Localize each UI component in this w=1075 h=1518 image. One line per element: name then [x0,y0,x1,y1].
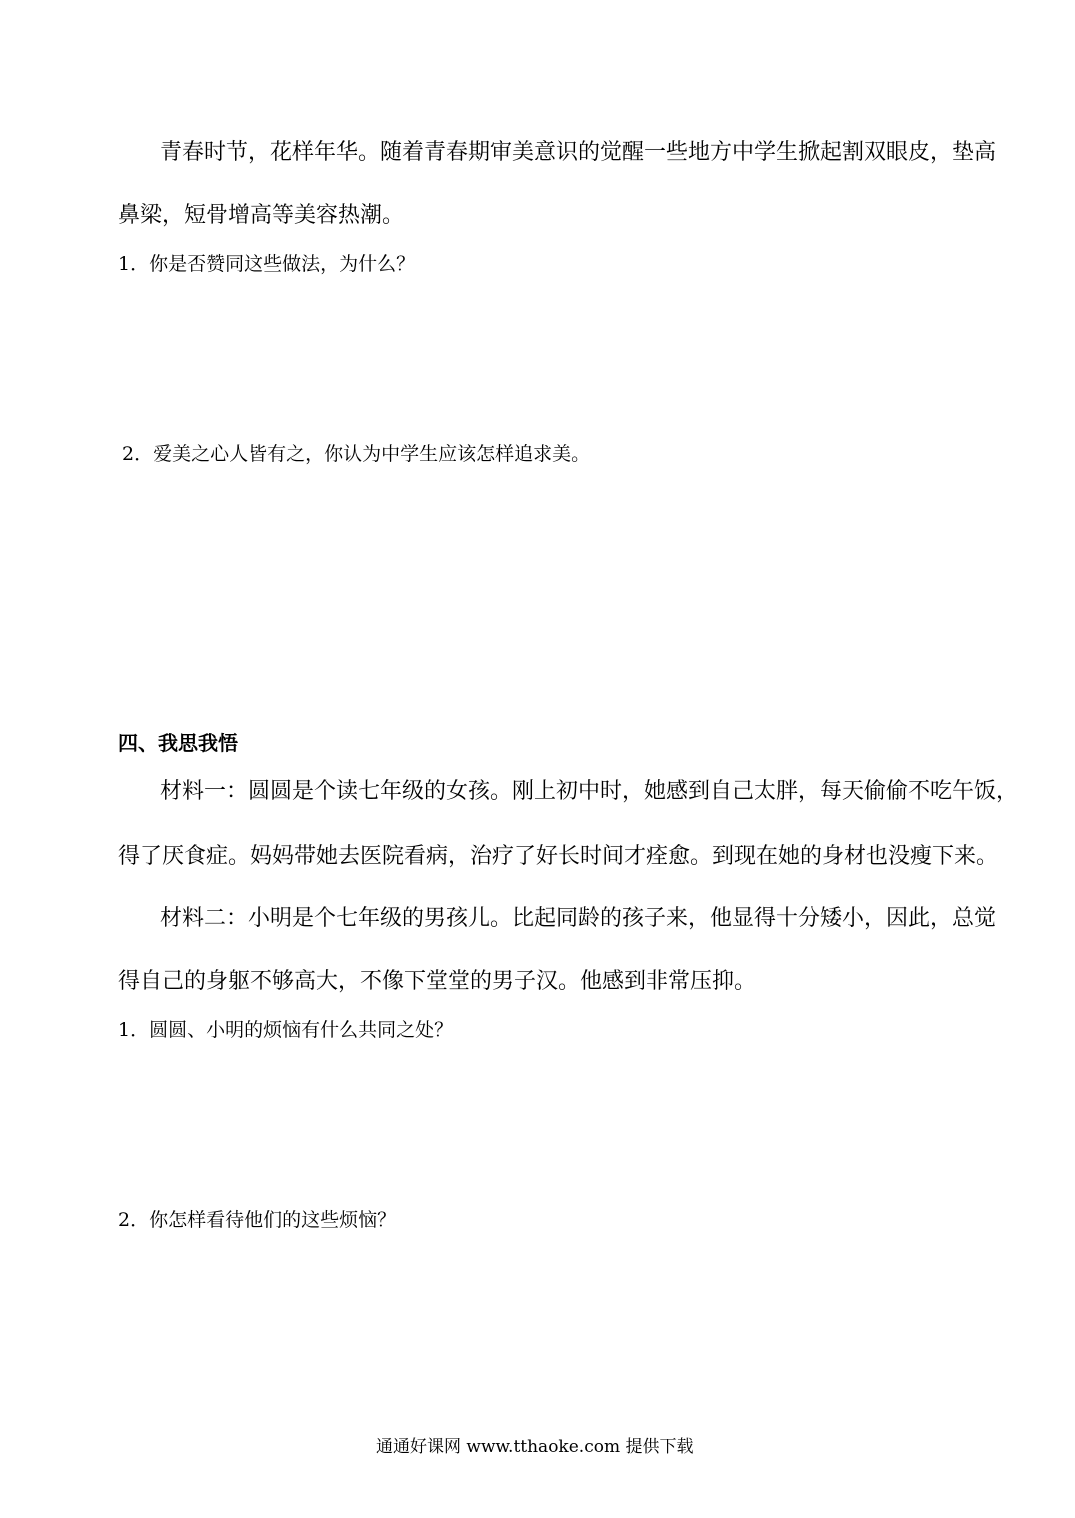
material-2-line-1: 材料二：小明是个七年级的男孩儿。比起同龄的孩子来，他显得十分矮小，因此，总觉 [160,906,997,931]
question-2-pursue-beauty: 2．爱美之心人皆有之，你认为中学生应该怎样追求美。 [122,443,591,465]
question-2-view-worries: 2．你怎样看待他们的这些烦恼？ [118,1209,397,1231]
material-1-line-1: 材料一：圆圆是个读七年级的女孩。刚上初中时，她感到自己太胖，每天偷偷不吃午饭， [160,779,1019,804]
question-1-approve-practices: 1．你是否赞同这些做法，为什么？ [118,253,416,275]
material-1-line-2: 得了厌食症。妈妈带她去医院看病，治疗了好长时间才痊愈。到现在她的身材也没瘦下来。 [118,844,999,869]
footer-download-notice: 通通好课网 www.tthaoke.com 提供下载 [376,1437,694,1457]
material-2-line-2: 得自己的身躯不够高大，不像下堂堂的男子汉。他感到非常压抑。 [118,969,757,994]
intro-paragraph-line-2: 鼻梁，短骨增高等美容热潮。 [118,203,405,228]
section-title-reflection: 四、我思我悟 [118,731,238,755]
question-1-common-worries: 1．圆圆、小明的烦恼有什么共同之处？ [118,1019,454,1041]
intro-paragraph-line-1: 青春时节，花样年华。随着青春期审美意识的觉醒一些地方中学生掀起割双眼皮，垫高 [160,140,997,165]
